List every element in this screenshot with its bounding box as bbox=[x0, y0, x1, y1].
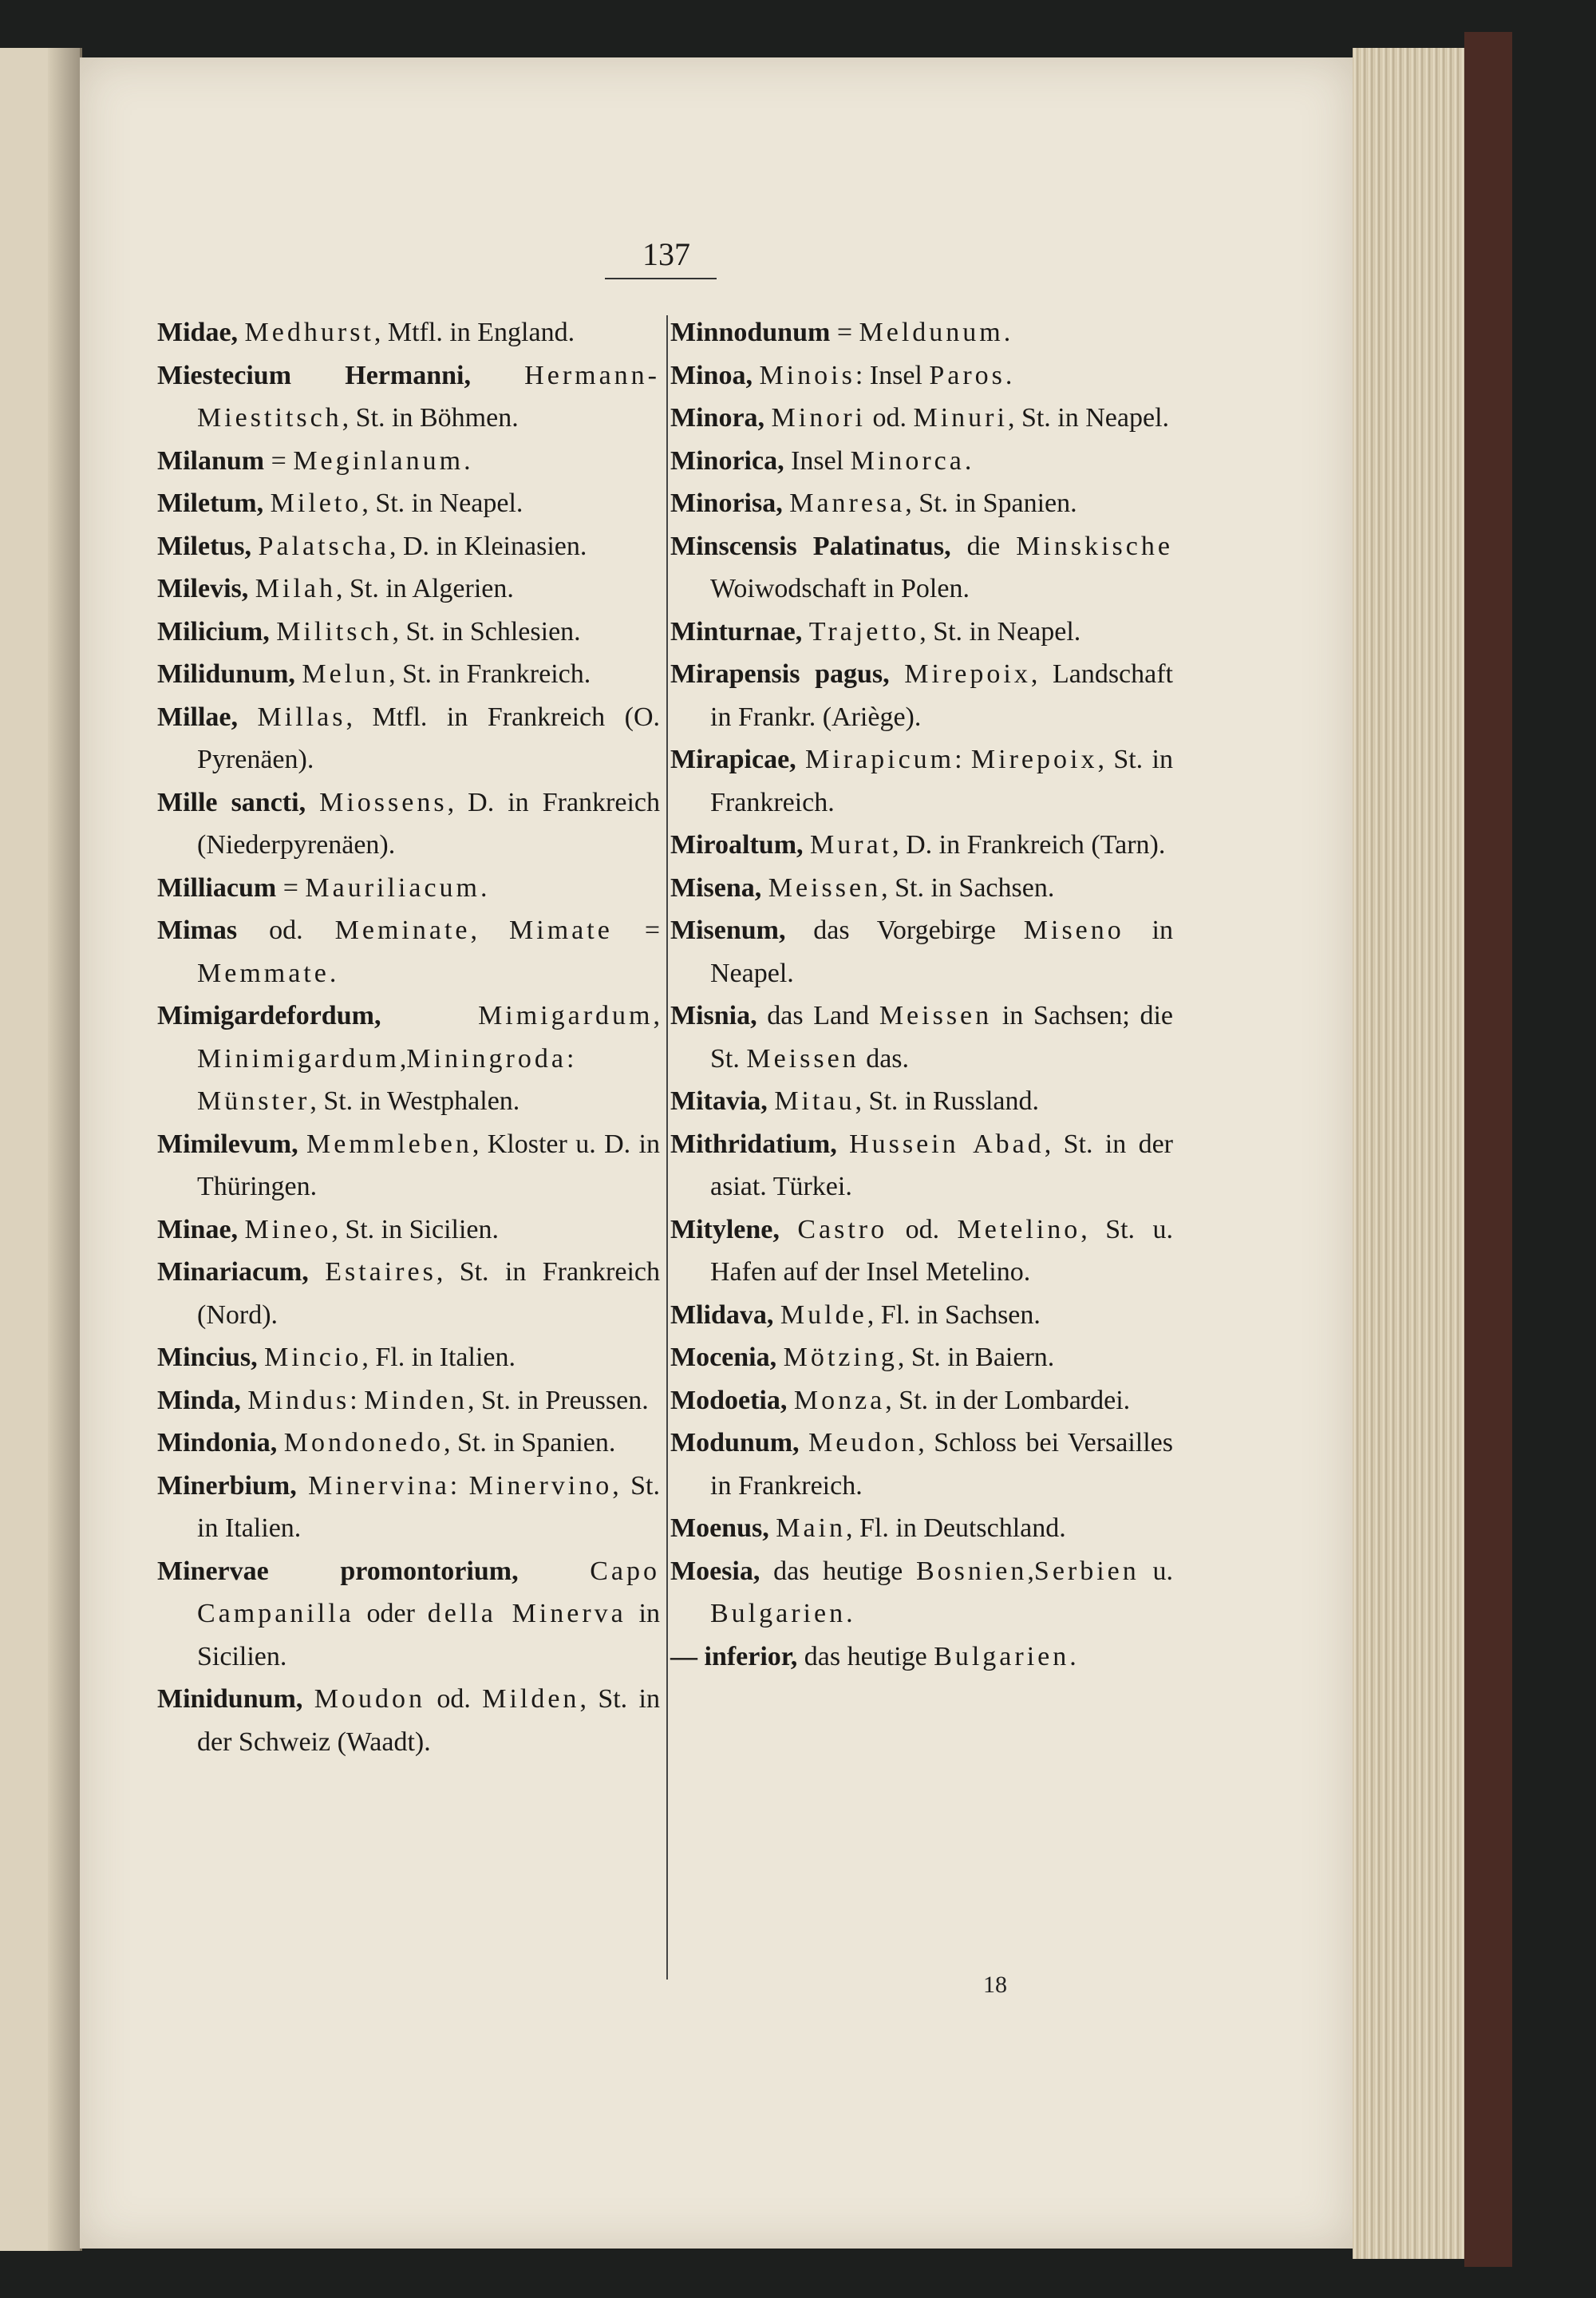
entry-text bbox=[258, 1343, 265, 1372]
entry-text: : bbox=[449, 1470, 469, 1501]
entry-spaced-term: Mauriliacum bbox=[305, 872, 481, 903]
entry-spaced-term: Mirepoix bbox=[970, 745, 1098, 774]
header-rule bbox=[605, 278, 717, 279]
entry-headword: Miestecium Hermanni, bbox=[157, 360, 471, 390]
entry-text: , St. in Frankreich (Nord). bbox=[197, 1257, 661, 1330]
entry-headword: Mithridatium, bbox=[670, 1129, 837, 1159]
entry-spaced-term: Miseno bbox=[1023, 916, 1124, 945]
entry-headword: Mitavia, bbox=[670, 1086, 768, 1116]
entry-text: , St. in Schlesien. bbox=[392, 616, 581, 647]
dictionary-entry bbox=[670, 1123, 1173, 1208]
entry-text bbox=[309, 1257, 325, 1287]
entry-text: die bbox=[950, 531, 1017, 561]
dictionary-entry bbox=[670, 1336, 1173, 1379]
entry-text: in Sachsen; die St. bbox=[710, 1001, 1174, 1074]
dictionary-entry bbox=[157, 909, 660, 995]
entry-spaced-term: Minimigardum bbox=[197, 1043, 400, 1074]
entry-text bbox=[263, 488, 271, 518]
dictionary-entry bbox=[157, 1550, 660, 1679]
signature-mark: 18 bbox=[983, 1972, 1007, 1998]
entry-headword: Mille sancti, bbox=[157, 787, 306, 817]
entry-spaced-term: Minorca bbox=[850, 445, 965, 476]
entry-spaced-term: Mötzing bbox=[783, 1343, 898, 1372]
entry-text bbox=[776, 1343, 784, 1372]
entry-text: , St. in Neapel. bbox=[361, 488, 523, 518]
entry-text: . bbox=[846, 1599, 853, 1628]
entry-text: , St. in Böhmen. bbox=[342, 403, 519, 433]
entry-text: . bbox=[1005, 360, 1013, 390]
entry-spaced-term: Melun bbox=[302, 659, 389, 689]
entry-headword: Milanum bbox=[157, 445, 265, 476]
entry-text: od. bbox=[237, 916, 335, 945]
entry-text: , Mtfl. in England. bbox=[373, 318, 575, 347]
entry-spaced-term: Serbien bbox=[1033, 1556, 1140, 1586]
dictionary-entry bbox=[157, 1123, 660, 1208]
entry-text bbox=[800, 1428, 808, 1458]
dictionary-entry bbox=[670, 440, 1173, 483]
entry-text bbox=[890, 659, 905, 689]
entry-text bbox=[780, 1215, 797, 1244]
entry-spaced-term: Meminate bbox=[334, 916, 471, 945]
dictionary-entry bbox=[157, 1379, 660, 1422]
dictionary-entry bbox=[670, 611, 1173, 654]
entry-spaced-term: Minden bbox=[364, 1385, 468, 1415]
entry-text bbox=[238, 1215, 245, 1244]
entry-headword: Minda, bbox=[157, 1385, 241, 1415]
entry-text: od. bbox=[425, 1684, 483, 1714]
entry-text: das. bbox=[859, 1043, 910, 1074]
entry-text: , Kloster u. D. in Thüringen. bbox=[197, 1129, 661, 1201]
dictionary-entry bbox=[670, 311, 1173, 354]
entry-headword: Mocenia, bbox=[670, 1343, 777, 1372]
dictionary-entry bbox=[157, 653, 660, 696]
entry-spaced-term: Mineo bbox=[244, 1214, 332, 1244]
entry-text: das Vorgebirge bbox=[785, 916, 1024, 945]
entry-text: . bbox=[329, 958, 337, 988]
dictionary-entry bbox=[157, 611, 660, 654]
entry-spaced-term: Minuri bbox=[913, 403, 1008, 433]
dictionary-entry bbox=[157, 1465, 660, 1550]
entry-text: in Neapel. bbox=[710, 916, 1173, 988]
entry-headword: Mindonia, bbox=[157, 1428, 278, 1458]
entry-spaced-term: Mileto bbox=[270, 488, 362, 518]
entry-text: , St. in Sicilien. bbox=[331, 1214, 500, 1244]
entry-text bbox=[787, 1386, 794, 1415]
entry-headword: Minervae promontorium, bbox=[157, 1556, 519, 1586]
entry-text: , St. in der asiat. Türkei. bbox=[710, 1129, 1174, 1201]
entry-spaced-term: Minori bbox=[771, 403, 866, 433]
entry-spaced-term: Minois bbox=[759, 360, 855, 390]
entry-text: : bbox=[350, 1385, 365, 1415]
dictionary-entry bbox=[157, 311, 660, 354]
entry-text: od. bbox=[887, 1214, 958, 1244]
dictionary-entry bbox=[670, 909, 1173, 995]
entry-spaced-term: Manresa bbox=[789, 488, 906, 518]
dictionary-entry bbox=[670, 397, 1173, 440]
entry-spaced-term: Miossens bbox=[319, 787, 448, 817]
dictionary-entry bbox=[670, 1379, 1173, 1422]
entry-spaced-term: Minervina bbox=[308, 1470, 450, 1501]
dictionary-entry bbox=[157, 568, 660, 611]
entry-spaced-term: Meissen bbox=[746, 1043, 859, 1074]
entry-spaced-term: Mincio bbox=[264, 1343, 362, 1372]
entry-spaced-term: Milah bbox=[255, 574, 336, 603]
entry-spaced-term: Bosnien bbox=[915, 1556, 1028, 1586]
entry-spaced-term: Memmleben bbox=[306, 1129, 472, 1159]
entry-text: , St. in Sachsen. bbox=[881, 872, 1055, 903]
dictionary-entry bbox=[670, 1208, 1173, 1294]
entry-spaced-term: Medhurst bbox=[244, 318, 374, 347]
entry-text bbox=[837, 1129, 849, 1159]
entry-text: , St. in der Schweiz (Waadt). bbox=[197, 1684, 660, 1757]
entry-text bbox=[761, 873, 768, 903]
dictionary-entry bbox=[670, 867, 1173, 910]
entry-text: , St. in Algerien. bbox=[335, 574, 514, 603]
entry-text: u. bbox=[1139, 1556, 1173, 1586]
facing-page-edge bbox=[0, 48, 82, 2251]
entry-headword: Minerbium, bbox=[157, 1470, 297, 1501]
entry-text: Insel bbox=[784, 445, 851, 476]
entry-headword: Mimilevum, bbox=[157, 1129, 298, 1159]
entry-text: : Insel bbox=[855, 360, 930, 390]
entry-text: , bbox=[1027, 1556, 1034, 1586]
entry-text: = bbox=[264, 445, 294, 476]
entry-text: , St. in Westphalen. bbox=[310, 1086, 520, 1116]
entry-headword: Mimas bbox=[157, 916, 238, 945]
dictionary-entry bbox=[670, 354, 1173, 398]
entry-text bbox=[519, 1556, 591, 1586]
entry-headword: Miletum, bbox=[157, 488, 264, 518]
page-block-edges bbox=[1353, 48, 1464, 2259]
left-column bbox=[157, 311, 660, 1763]
entry-headword: Mincius, bbox=[157, 1343, 258, 1372]
entry-spaced-term: Moudon bbox=[314, 1684, 425, 1714]
entry-spaced-term: Mirapicum bbox=[805, 745, 955, 774]
entry-text: , Fl. in Italien. bbox=[361, 1343, 516, 1372]
entry-headword: Minora, bbox=[670, 403, 765, 433]
entry-text: . bbox=[464, 445, 471, 476]
dictionary-entry bbox=[670, 1550, 1173, 1635]
entry-headword: Minnodunum bbox=[670, 318, 831, 347]
entry-text: . bbox=[480, 872, 488, 903]
entry-headword: Minturnae, bbox=[670, 616, 803, 647]
entry-headword: Miletus, bbox=[157, 531, 252, 561]
entry-headword: Mimigardefordum, bbox=[157, 1001, 381, 1030]
entry-spaced-term: Meissen bbox=[879, 1001, 993, 1030]
right-column bbox=[670, 311, 1173, 1678]
entry-headword: Milliacum bbox=[157, 872, 277, 903]
entry-text: das heutige bbox=[797, 1641, 934, 1671]
page-number: 137 bbox=[642, 236, 690, 272]
dictionary-entry bbox=[157, 1251, 660, 1336]
entry-text bbox=[306, 788, 319, 817]
column-divider bbox=[666, 315, 668, 1980]
entry-spaced-term: Hussein Abad bbox=[849, 1129, 1045, 1159]
entry-text: , bbox=[470, 916, 510, 945]
entry-text: . bbox=[1069, 1641, 1077, 1671]
dictionary-entry bbox=[157, 482, 660, 525]
entry-text bbox=[298, 1129, 306, 1159]
entry-spaced-term: Hermann-Miestitsch bbox=[197, 360, 660, 433]
entry-spaced-term: Mimigardum bbox=[478, 1001, 654, 1030]
entry-spaced-term: Mondonedo bbox=[283, 1428, 444, 1458]
entry-text bbox=[796, 745, 805, 774]
entry-text: , St. in Neapel. bbox=[919, 616, 1081, 647]
entry-spaced-term: Monza bbox=[793, 1385, 886, 1415]
entry-headword: Mitylene, bbox=[670, 1214, 780, 1244]
dictionary-entry bbox=[157, 781, 660, 867]
entry-headword: Milidunum, bbox=[157, 659, 295, 689]
entry-spaced-term: Castro bbox=[797, 1214, 888, 1244]
entry-headword: Moenus, bbox=[670, 1513, 769, 1543]
entry-spaced-term: Bulgarien bbox=[934, 1641, 1070, 1671]
entry-headword: Milevis, bbox=[157, 574, 249, 603]
dictionary-entry bbox=[157, 1678, 660, 1763]
entry-text: , Fl. in Deutschland. bbox=[846, 1513, 1066, 1543]
entry-text bbox=[769, 1513, 776, 1543]
dictionary-entry bbox=[157, 696, 660, 781]
entry-text: das Land bbox=[757, 1001, 879, 1030]
dictionary-entry bbox=[157, 525, 660, 568]
entry-text: : bbox=[566, 1043, 575, 1074]
entry-text: , D. in Kleinasien. bbox=[389, 531, 587, 561]
entry-spaced-term: della Minerva bbox=[427, 1599, 626, 1628]
entry-spaced-term: Meldunum bbox=[859, 318, 1004, 347]
entry-text: , St. in Spanien. bbox=[905, 488, 1077, 518]
entry-headword: Minorisa, bbox=[670, 488, 783, 518]
dictionary-entry bbox=[157, 1336, 660, 1379]
entry-text bbox=[802, 617, 809, 647]
entry-spaced-term: Main bbox=[776, 1513, 847, 1543]
entry-headword: Minoa, bbox=[670, 360, 753, 390]
entry-headword: Millae, bbox=[157, 702, 239, 732]
entry-text: , St. in Italien. bbox=[197, 1470, 661, 1543]
entry-headword: — inferior, bbox=[670, 1641, 798, 1671]
entry-spaced-term: Metelino bbox=[957, 1214, 1081, 1244]
entry-headword: Miroaltum, bbox=[670, 830, 804, 860]
dictionary-entry bbox=[670, 525, 1173, 611]
entry-spaced-term: Palatscha bbox=[258, 531, 389, 561]
entry-spaced-term: Minskische bbox=[1016, 531, 1173, 561]
dictionary-entry bbox=[670, 738, 1173, 824]
entry-text: , St. in Frankreich. bbox=[389, 659, 591, 689]
entry-headword: Minae, bbox=[157, 1214, 239, 1244]
entry-text: = bbox=[830, 318, 859, 347]
entry-text: : bbox=[954, 745, 971, 774]
entry-spaced-term: Trajetto bbox=[808, 616, 920, 647]
entry-spaced-term: Milden bbox=[482, 1684, 580, 1714]
entry-text bbox=[297, 1471, 308, 1501]
dictionary-entry bbox=[670, 1080, 1173, 1123]
entry-text: , Mtfl. in Frankreich (O. Pyrenäen). bbox=[197, 702, 661, 774]
entry-text bbox=[238, 318, 245, 347]
entry-spaced-term: Meginlanum bbox=[293, 445, 464, 476]
entry-headword: Minorica, bbox=[670, 445, 784, 476]
entry-headword: Mirapicae, bbox=[670, 745, 796, 774]
entry-text bbox=[238, 702, 258, 732]
entry-headword: Misenum, bbox=[670, 916, 786, 945]
entry-spaced-term: Mimate bbox=[509, 916, 613, 945]
dictionary-entry bbox=[670, 653, 1173, 738]
dictionary-entry bbox=[670, 1507, 1173, 1550]
entry-spaced-term: Murat bbox=[810, 830, 893, 860]
entry-spaced-term: Millas bbox=[257, 702, 346, 732]
entry-text: Woiwodschaft in Polen. bbox=[710, 574, 970, 603]
entry-spaced-term: Mulde bbox=[780, 1299, 867, 1330]
entry-text bbox=[381, 1001, 478, 1030]
entry-headword: Misena, bbox=[670, 872, 762, 903]
entry-text: , D. in Frankreich (Tarn). bbox=[892, 830, 1166, 860]
entry-spaced-term: Mindus bbox=[247, 1385, 350, 1415]
dictionary-entry bbox=[157, 1422, 660, 1465]
entry-spaced-term: Miningroda bbox=[406, 1043, 567, 1074]
dictionary-entry bbox=[670, 1635, 1173, 1679]
entry-headword: Misnia, bbox=[670, 1001, 757, 1030]
entry-spaced-term: Meissen bbox=[768, 872, 882, 903]
dictionary-entry bbox=[670, 482, 1173, 525]
entry-spaced-term: Münster bbox=[197, 1086, 310, 1116]
entry-text: . bbox=[964, 445, 972, 476]
dictionary-entry bbox=[670, 1422, 1173, 1507]
entry-text bbox=[270, 617, 277, 647]
entry-spaced-term: Militsch bbox=[276, 616, 393, 647]
entry-text bbox=[804, 830, 811, 860]
entry-text: , St. u. Hafen auf der Insel Metelino. bbox=[710, 1214, 1173, 1287]
entry-text bbox=[783, 488, 790, 518]
entry-text bbox=[302, 1684, 314, 1714]
entry-spaced-term: Minervino bbox=[468, 1470, 613, 1501]
entry-headword: Modoetia, bbox=[670, 1385, 788, 1415]
entry-text: , St. in Russland. bbox=[855, 1086, 1040, 1116]
entry-text: , St. in Frankreich. bbox=[710, 745, 1173, 817]
entry-headword: Minscensis Palatinatus, bbox=[670, 531, 951, 561]
dictionary-entry bbox=[670, 995, 1173, 1080]
entry-headword: Milicium, bbox=[157, 616, 270, 647]
dictionary-entry bbox=[157, 995, 660, 1123]
entry-text: = bbox=[276, 872, 306, 903]
entry-text bbox=[773, 1300, 780, 1330]
dictionary-entry bbox=[670, 824, 1173, 867]
entry-spaced-term: Mirepoix bbox=[904, 659, 1031, 689]
entry-spaced-term: Memmate bbox=[197, 958, 330, 988]
entry-headword: Moesia, bbox=[670, 1556, 760, 1586]
entry-spaced-term: Meudon bbox=[808, 1428, 918, 1458]
entry-text bbox=[277, 1428, 284, 1458]
entry-text bbox=[471, 361, 524, 390]
entry-text: , bbox=[399, 1043, 407, 1074]
entry-text: . bbox=[1003, 318, 1011, 347]
entry-spaced-term: Estaires bbox=[325, 1257, 437, 1287]
book-cover bbox=[1464, 32, 1512, 2267]
entry-headword: Midae, bbox=[157, 318, 239, 347]
entry-text: , Landschaft in Frankr. (Ariège). bbox=[710, 659, 1174, 732]
dictionary-entry bbox=[157, 1208, 660, 1252]
entry-text: = bbox=[612, 916, 660, 945]
entry-text bbox=[251, 532, 259, 561]
entry-text: oder bbox=[354, 1599, 428, 1628]
entry-headword: Mirapensis pagus, bbox=[670, 659, 890, 689]
entry-text bbox=[248, 574, 255, 603]
entry-text: das heutige bbox=[760, 1556, 916, 1586]
entry-spaced-term: Paros bbox=[929, 360, 1005, 390]
dictionary-entry bbox=[157, 440, 660, 483]
entry-text bbox=[764, 403, 772, 433]
entry-spaced-term: Bulgarien bbox=[710, 1599, 847, 1628]
entry-text: in Sicilien. bbox=[197, 1599, 660, 1671]
entry-headword: Modunum, bbox=[670, 1428, 800, 1458]
entry-text: , Schloss bei Versailles in Frankreich. bbox=[710, 1428, 1174, 1501]
dictionary-entry bbox=[157, 867, 660, 910]
entry-text: , St. in Baiern. bbox=[897, 1343, 1055, 1372]
entry-text: , St. in Preussen. bbox=[468, 1385, 649, 1415]
entry-text: , St. in der Lombardei. bbox=[885, 1385, 1131, 1415]
dictionary-entry bbox=[157, 354, 660, 440]
dictionary-entry bbox=[670, 1294, 1173, 1337]
entry-text: od. bbox=[866, 403, 914, 433]
entry-spaced-term: Mitau bbox=[774, 1086, 855, 1116]
entry-headword: Mlidava, bbox=[670, 1299, 774, 1330]
entry-headword: Minariacum, bbox=[157, 1257, 309, 1287]
entry-text: , St. in Spanien. bbox=[444, 1428, 616, 1458]
entry-text: , St. in Neapel. bbox=[1007, 403, 1170, 433]
entry-headword: Minidunum, bbox=[157, 1684, 303, 1714]
entry-spaced-term: Capo Campanilla bbox=[197, 1556, 660, 1628]
entry-text: , Fl. in Sachsen. bbox=[867, 1299, 1041, 1330]
entry-text: , bbox=[653, 1001, 660, 1030]
entry-text: , D. in Frankreich (Niederpyrenäen). bbox=[197, 787, 660, 860]
